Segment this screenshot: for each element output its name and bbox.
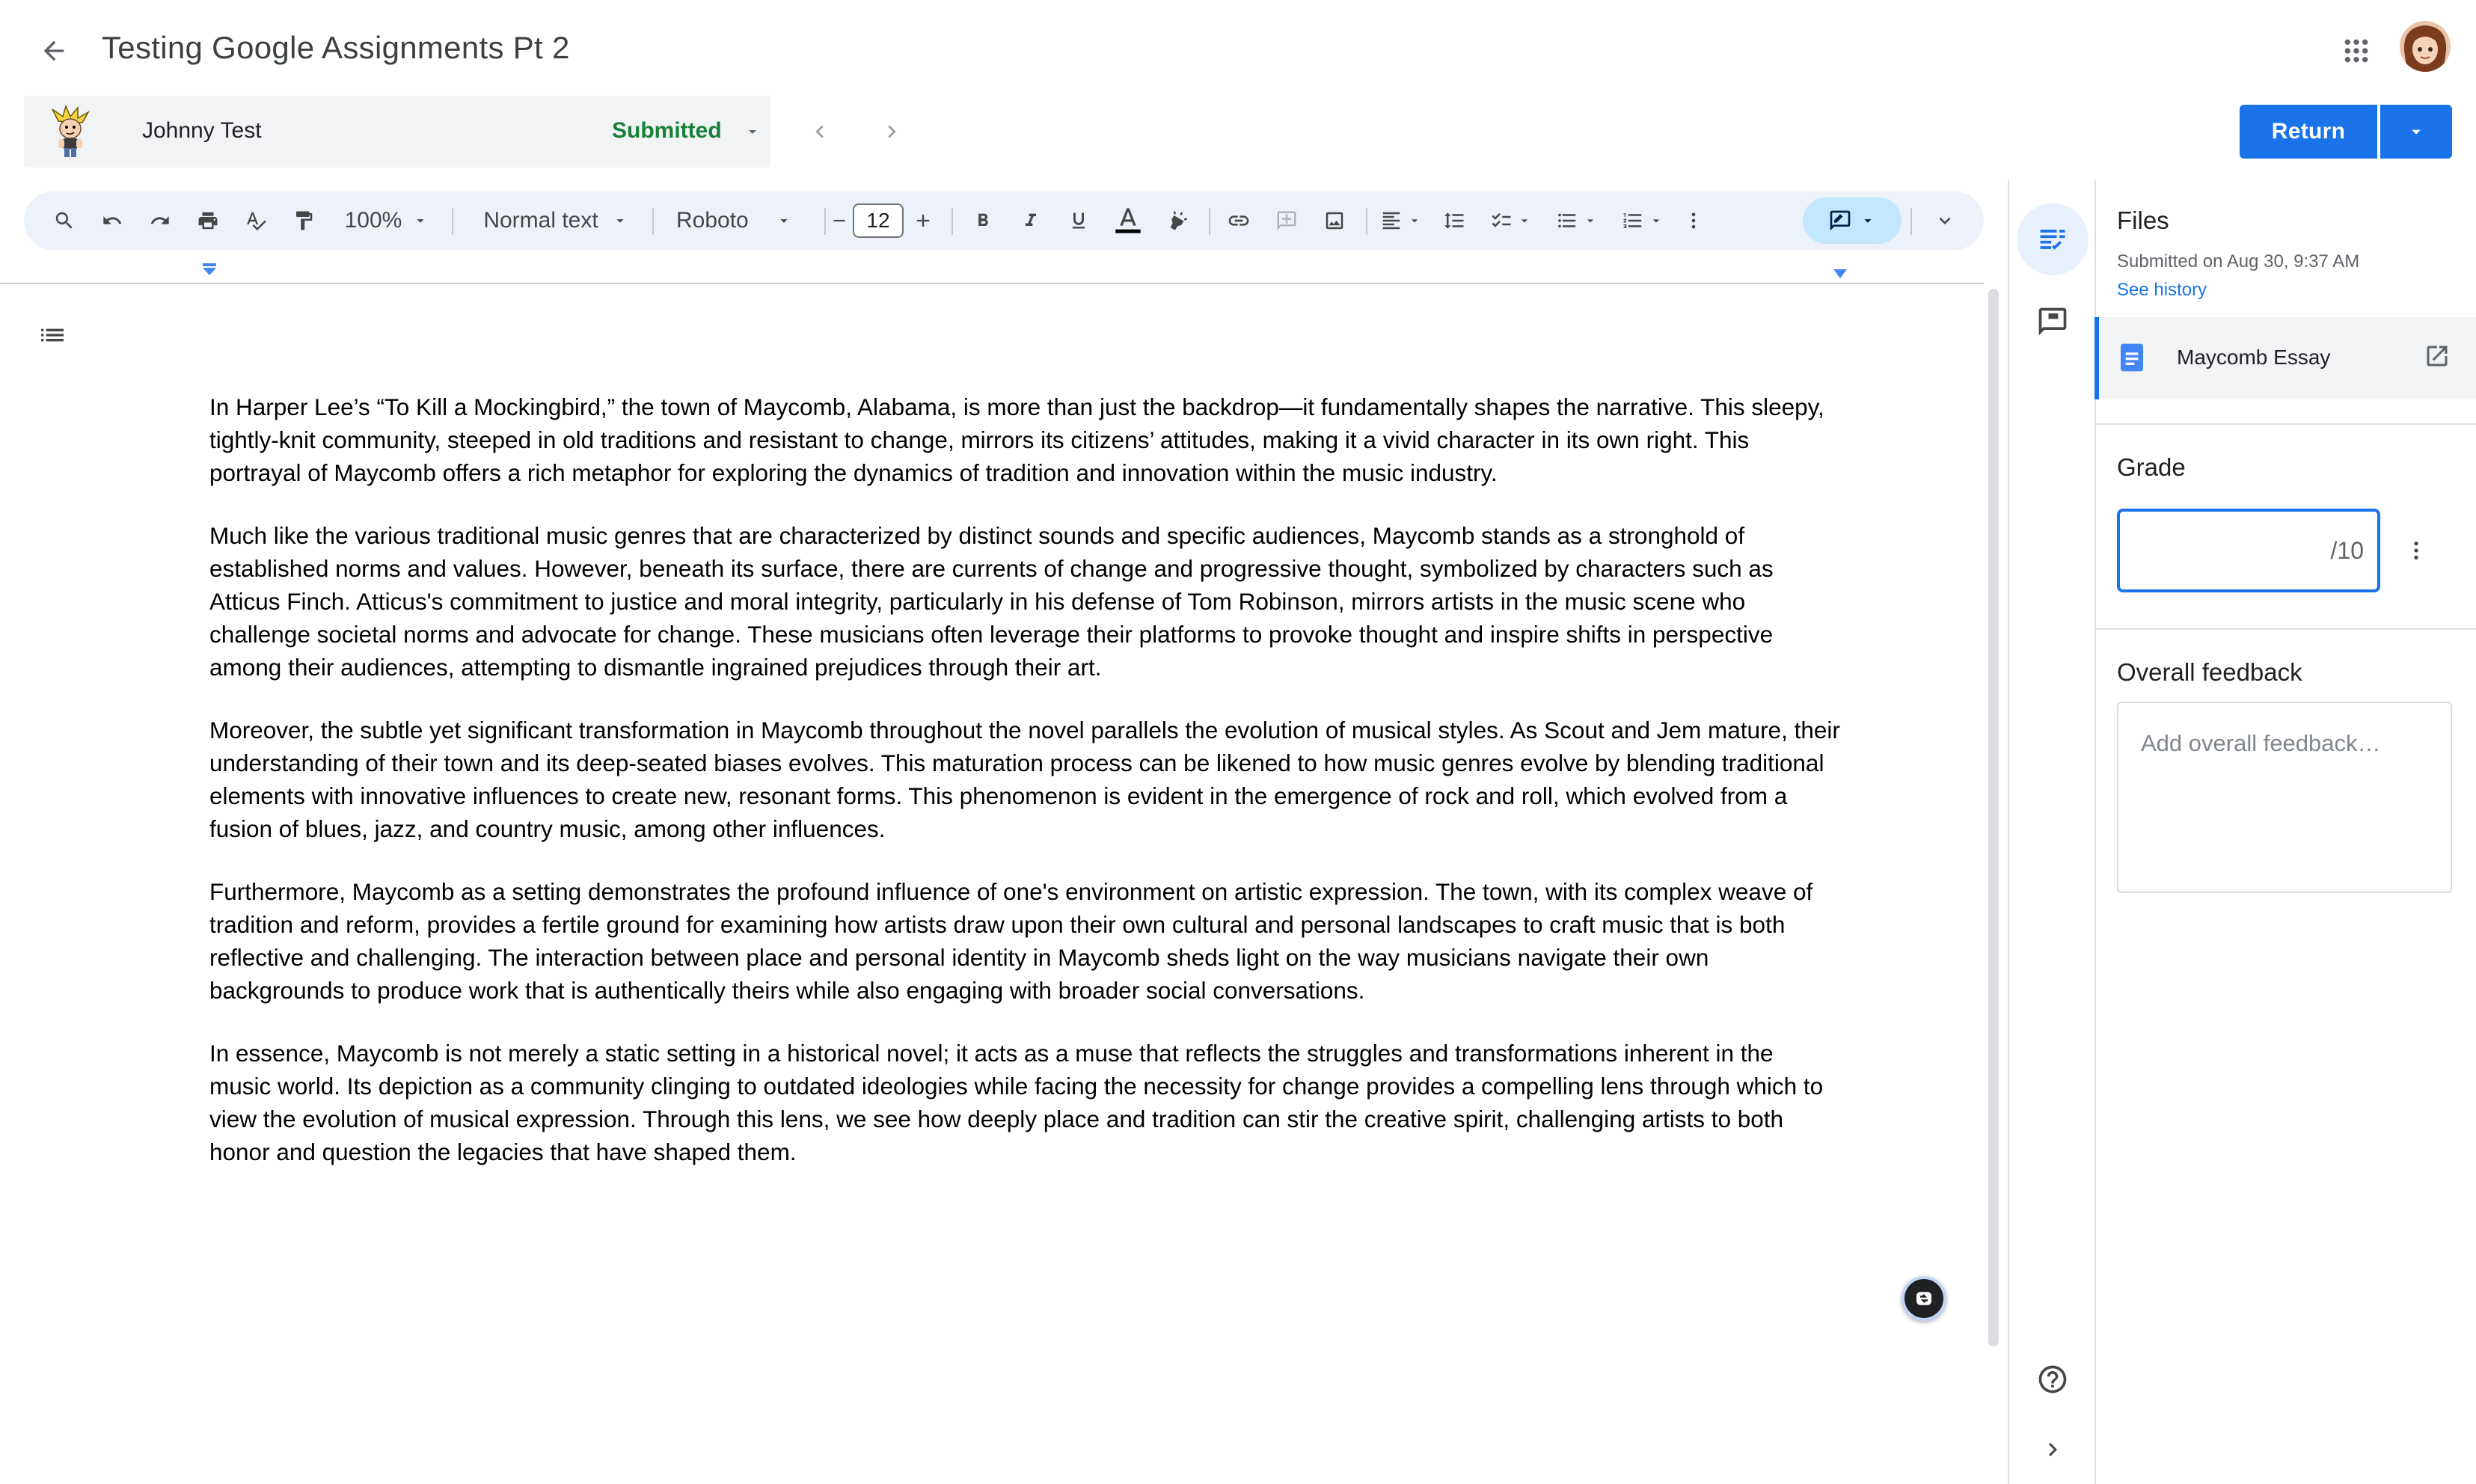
- grade-more-options-icon[interactable]: [2398, 533, 2434, 568]
- chevron-down-icon: [1407, 213, 1422, 228]
- numbered-list-select[interactable]: [1616, 191, 1670, 250]
- chevron-down-icon: [412, 212, 429, 229]
- search-icon[interactable]: [46, 191, 82, 250]
- grade-input[interactable]: [2117, 509, 2380, 592]
- see-history-link[interactable]: See history: [2117, 280, 2207, 300]
- editor-toolbar: [24, 191, 1984, 250]
- file-name[interactable]: Maycomb Essay: [2177, 346, 2331, 369]
- return-button[interactable]: Return: [2240, 105, 2377, 159]
- insert-image-icon[interactable]: [1317, 191, 1352, 250]
- document-scrollbar[interactable]: [1988, 289, 1999, 1346]
- numbered-list-icon: [1622, 209, 1644, 232]
- section-divider: [2095, 423, 2476, 425]
- student-name: Johnny Test: [142, 118, 262, 143]
- line-spacing-icon[interactable]: [1435, 191, 1474, 250]
- zoom-value: 100%: [344, 208, 402, 233]
- undo-icon[interactable]: [94, 191, 130, 250]
- right-indent-marker[interactable]: [1831, 268, 1849, 281]
- document-body[interactable]: [209, 390, 1840, 1198]
- next-student-icon[interactable]: [872, 112, 911, 151]
- italic-icon[interactable]: [1013, 191, 1049, 250]
- spellcheck-icon[interactable]: [238, 191, 274, 250]
- student-avatar: [45, 105, 97, 159]
- toolbar-divider: [1209, 208, 1210, 235]
- align-left-icon: [1380, 209, 1403, 232]
- chevron-down-icon: [1583, 213, 1598, 228]
- document-paragraph[interactable]: Furthermore, Maycomb as a setting demonstrates the profound influence of one's environment on artistic expression. The town, with its complex weave of tradition and reform, provides a fertile ground for examining how artists draw upon their own cultural and personal landscapes to craft music that is both reflective and challenging. The interaction between place and personal identity in Maycomb sheds light on the way musicians navigate their own backgrounds to produce work that is authentically theirs while also engaging with broader social conversations.: [209, 878, 1813, 1004]
- chevron-down-icon: [1517, 213, 1532, 228]
- open-in-new-icon[interactable]: [2424, 343, 2454, 372]
- google-doc-icon: [2117, 343, 2147, 372]
- highlight-icon[interactable]: [1159, 191, 1195, 250]
- chevron-down-icon: [612, 212, 628, 229]
- chevron-down-icon[interactable]: [739, 118, 766, 145]
- decrease-font-size-icon[interactable]: [826, 191, 853, 250]
- insert-link-icon[interactable]: [1219, 191, 1258, 250]
- grade-heading: Grade: [2117, 453, 2186, 481]
- font-family-select[interactable]: [669, 191, 818, 250]
- account-avatar[interactable]: [2400, 21, 2451, 72]
- document-paragraph[interactable]: Much like the various traditional music genres that are characterized by distinct sounds and specific audiences, Maycomb stands as a stronghold of established norms and values. However, beneath its surface, there are currents of change and progressive thought, symbolized by characters such as Atticus Finch. Atticus's commitment to justice and moral integrity, particularly in his defense of Tom Robinson, mirrors artists in the music scene who challenge societal norms and advocate for change. These musicians often leverage their platforms to provoke thought and inspire shifts in perspective among their audiences, attempting to dismantle ingrained prejudices through their art.: [209, 522, 1774, 681]
- editing-mode-select[interactable]: [1803, 197, 1902, 244]
- bold-icon[interactable]: [965, 191, 1001, 250]
- grade-denominator: /10: [2330, 537, 2364, 564]
- suggest-edit-icon: [1828, 209, 1852, 233]
- chevron-down-icon: [1860, 212, 1876, 229]
- bulleted-list-select[interactable]: [1550, 191, 1604, 250]
- checklist-icon: [1490, 209, 1513, 232]
- toolbar-divider: [1366, 208, 1367, 235]
- document-paragraph[interactable]: Moreover, the subtle yet significant transformation in Maycomb throughout the novel parallels the evolution of musical styles. As Scout and Jem mature, their understanding of their town and its deep-seated biases evolves. This maturation process can be likened to how music genres evolve by blending traditional elements with innovative influences to create new, resonant forms. This phenomenon is evident in the emergence of rock and roll, which evolved from a fusion of blues, jazz, and country music, among other influences.: [209, 717, 1840, 842]
- page-title: Testing Google Assignments Pt 2: [102, 30, 570, 65]
- print-icon[interactable]: [190, 191, 226, 250]
- underline-icon[interactable]: [1061, 191, 1097, 250]
- ruler: [0, 283, 1984, 284]
- rubric-files-icon[interactable]: [2017, 203, 2089, 275]
- document-paragraph[interactable]: In Harper Lee’s “To Kill a Mockingbird,” the town of Maycomb, Alabama, is more than just the backdrop—it fundamentally shapes the narrative. This sleepy, tightly-knit community, steeped in old traditions and resistant to change, mirrors its citizens’ attitudes, making it a vivid character in its own right. This portrayal of Maycomb offers a rich metaphor for exploring the dynamics of tradition and innovation within the music industry.: [209, 393, 1824, 486]
- bulleted-list-icon: [1556, 209, 1578, 232]
- zoom-select[interactable]: [338, 191, 435, 250]
- paragraph-style-select[interactable]: [470, 191, 642, 250]
- paint-format-icon[interactable]: [286, 191, 322, 250]
- expand-panel-icon[interactable]: [2032, 1429, 2074, 1471]
- checklist-select[interactable]: [1484, 191, 1538, 250]
- back-arrow-icon[interactable]: [30, 27, 78, 75]
- comments-icon[interactable]: [2017, 286, 2089, 358]
- student-selector[interactable]: [24, 96, 770, 168]
- toolbar-divider: [1910, 208, 1912, 235]
- assistant-fab-icon[interactable]: [1902, 1276, 1946, 1321]
- toolbar-divider: [652, 208, 654, 235]
- chevron-down-icon: [776, 212, 792, 229]
- side-rail: [2008, 180, 2095, 1484]
- text-color-icon[interactable]: [1109, 191, 1147, 250]
- font-family-value: Roboto: [676, 208, 749, 233]
- submitted-timestamp: Submitted on Aug 30, 9:37 AM: [2117, 251, 2360, 272]
- collapse-toolbar-icon[interactable]: [1925, 191, 1964, 250]
- return-options-chevron-icon[interactable]: [2380, 105, 2452, 159]
- toolbar-divider: [452, 208, 453, 235]
- left-indent-marker[interactable]: [200, 263, 218, 281]
- help-icon[interactable]: [2032, 1358, 2074, 1400]
- files-heading: Files: [2117, 206, 2169, 234]
- font-size-input[interactable]: 12: [853, 203, 904, 238]
- more-options-icon[interactable]: [1680, 191, 1707, 250]
- overall-feedback-input[interactable]: Add overall feedback…: [2117, 702, 2452, 893]
- document-outline-icon[interactable]: [33, 317, 72, 353]
- align-select[interactable]: [1375, 191, 1427, 250]
- add-comment-icon[interactable]: [1269, 191, 1305, 250]
- toolbar-divider: [952, 208, 953, 235]
- chevron-down-icon: [1649, 213, 1664, 228]
- redo-icon[interactable]: [142, 191, 178, 250]
- apps-grid-icon[interactable]: [2332, 27, 2380, 75]
- document-paragraph[interactable]: In essence, Maycomb is not merely a static setting in a historical novel; it acts as a muse that reflects the struggles and transformations inherent in the music world. Its depiction as a community clinging to outdated ideologies while facing the necessity for change provides a compelling lens through which to view the evolution of musical expression. Through this lens, we see how deeply place and tradition can stir the creative spirit, challenging artists to both honor and question the legacies that have shaped them.: [209, 1040, 1824, 1165]
- overall-feedback-heading: Overall feedback: [2117, 658, 2302, 686]
- previous-student-icon[interactable]: [800, 112, 839, 151]
- increase-font-size-icon[interactable]: [907, 191, 940, 250]
- section-divider: [2095, 628, 2476, 630]
- submission-status: Submitted: [612, 118, 722, 143]
- paragraph-style-value: Normal text: [483, 208, 598, 233]
